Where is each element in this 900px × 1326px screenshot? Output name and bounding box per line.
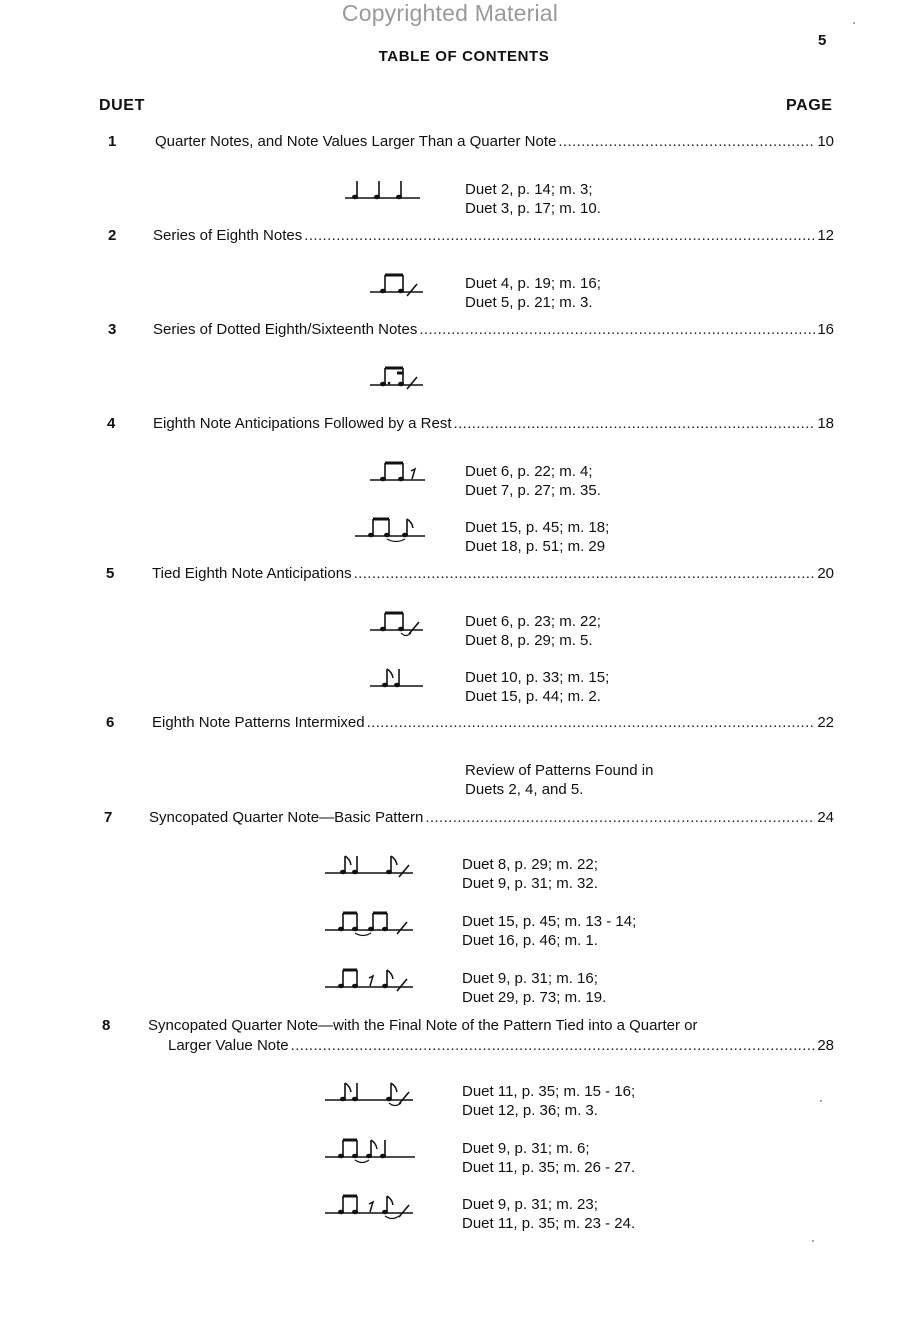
note-flag [387, 970, 393, 979]
duet-references [462, 912, 636, 950]
duet-reference: Duet 11, p. 35; m. 23 - 24. [462, 1215, 636, 1232]
rhythm-notation [305, 843, 435, 883]
note-head [338, 984, 344, 989]
note-head [382, 927, 388, 932]
toc-entry-title: Eighth Note Patterns Intermixed [152, 714, 365, 731]
note-head [402, 533, 408, 538]
duet-number: 1 [108, 133, 117, 150]
note-head [366, 1154, 372, 1159]
duet-reference: Duet 2, p. 14; m. 3; [465, 181, 593, 198]
column-header-page: PAGE [786, 97, 833, 114]
note-head [396, 195, 402, 200]
toc-entry-line [152, 714, 834, 731]
duet-references [465, 274, 601, 312]
duet-reference: Duet 9, p. 31; m. 32. [462, 875, 598, 892]
toc-entry-line [153, 227, 834, 244]
rhythm-notation [315, 168, 445, 208]
toc-entry-title: Series of Eighth Notes [153, 227, 303, 244]
duet-number: 3 [108, 321, 117, 338]
duet-references [465, 518, 609, 556]
rest-slash [407, 377, 417, 389]
note-tie [385, 1216, 399, 1219]
page-number: 5 [818, 32, 827, 49]
note-head [338, 1210, 344, 1215]
toc-page-number: 10 [817, 133, 834, 150]
note-head [352, 1210, 358, 1215]
rhythm-notation [305, 900, 435, 940]
rhythm-notation [315, 656, 445, 696]
duet-references [465, 668, 609, 706]
duet-reference: Duets 2, 4, and 5. [465, 781, 584, 798]
note-dot [388, 382, 391, 385]
rhythm-pattern-quarters-whole [315, 168, 445, 213]
duet-reference: Duet 9, p. 31; m. 23; [462, 1196, 598, 1213]
duet-reference: Duet 5, p. 21; m. 3. [465, 294, 593, 311]
duet-references [465, 612, 601, 650]
duet-references [462, 1082, 635, 1120]
rhythm-notation [315, 600, 445, 640]
note-head [380, 1154, 386, 1159]
scan-speck [820, 1100, 822, 1102]
duet-references [462, 969, 606, 1007]
rhythm-notation [315, 506, 445, 546]
duet-reference: Duet 10, p. 33; m. 15; [465, 669, 610, 686]
dot-leader [419, 321, 815, 338]
duet-references [462, 1139, 635, 1177]
note-flag [407, 519, 413, 528]
toc-entry-line [153, 321, 834, 338]
duet-number: 7 [104, 809, 113, 826]
note-head [380, 627, 386, 632]
duet-references [465, 180, 601, 218]
note-head [374, 195, 380, 200]
note-head [398, 289, 404, 294]
note-head [352, 1154, 358, 1159]
note-head [352, 1097, 358, 1102]
eighth-rest [411, 469, 415, 479]
rhythm-pattern-synco-rest [305, 957, 435, 1002]
duet-reference: Duet 15, p. 45; m. 18; [465, 519, 610, 536]
note-head [340, 870, 346, 875]
dot-leader [558, 133, 815, 150]
toc-entry-title: Quarter Notes, and Note Values Larger Than a Quarter Note [155, 133, 557, 150]
rhythm-notation [305, 1070, 435, 1110]
rest-slash [399, 865, 409, 877]
duet-number: 8 [102, 1017, 111, 1034]
duet-reference: Duet 16, p. 46; m. 1. [462, 932, 598, 949]
note-head [384, 533, 390, 538]
note-head [368, 927, 374, 932]
note-head [382, 984, 388, 989]
rhythm-notation [305, 1183, 435, 1223]
rhythm-notation [305, 1127, 435, 1167]
note-head [382, 683, 388, 688]
rhythm-pattern-eighth-quarter [315, 656, 445, 701]
rhythm-pattern-eighths-rest [315, 262, 445, 307]
rhythm-notation [305, 957, 435, 997]
duet-reference: Duet 8, p. 29; m. 5. [465, 632, 593, 649]
note-head [368, 533, 374, 538]
note-head [398, 477, 404, 482]
toc-page-number: 22 [817, 714, 834, 731]
duet-number: 6 [106, 714, 115, 731]
toc-page-number: 28 [817, 1037, 834, 1054]
toc-page-number: 20 [817, 565, 834, 582]
toc-entry-title: Eighth Note Anticipations Followed by a Rest [153, 415, 452, 432]
duet-number: 4 [107, 415, 116, 432]
duet-reference: Duet 9, p. 31; m. 16; [462, 970, 598, 987]
page-title: TABLE OF CONTENTS [378, 48, 550, 65]
duet-reference: Review of Patterns Found in [465, 762, 654, 779]
toc-entry-title: Syncopated Quarter Note—Basic Pattern [149, 809, 424, 826]
rhythm-pattern-eighths-tie-rest [315, 600, 445, 645]
note-head [352, 870, 358, 875]
dot-leader [454, 415, 816, 432]
toc-page-number: 12 [817, 227, 834, 244]
toc-entry-line [153, 415, 834, 432]
note-head [380, 477, 386, 482]
note-head [380, 382, 386, 387]
toc-entry-title: Series of Dotted Eighth/Sixteenth Notes [153, 321, 418, 338]
rest-slash [399, 1205, 409, 1217]
duet-reference: Duet 6, p. 22; m. 4; [465, 463, 593, 480]
duet-references [465, 761, 653, 799]
duet-reference: Duet 8, p. 29; m. 22; [462, 856, 598, 873]
duet-references [462, 1195, 635, 1233]
note-tie [355, 933, 371, 936]
toc-page-number: 24 [817, 809, 834, 826]
rest-slash [409, 622, 419, 634]
rhythm-pattern-synco-tied [305, 1070, 435, 1115]
note-flag [371, 1140, 377, 1149]
note-tie [387, 539, 405, 542]
rhythm-notation [315, 355, 445, 395]
duet-reference: Duet 7, p. 27; m. 35. [465, 482, 601, 499]
note-head [340, 1097, 346, 1102]
note-flag [345, 856, 351, 865]
rhythm-pattern-synco-beamed-quarters [305, 1127, 435, 1172]
note-head [338, 1154, 344, 1159]
rest-slash [397, 979, 407, 991]
toc-page-number: 16 [817, 321, 834, 338]
toc-page-number: 18 [817, 415, 834, 432]
duet-reference: Duet 4, p. 19; m. 16; [465, 275, 601, 292]
toc-entry-line [152, 565, 834, 582]
note-flag [391, 856, 397, 865]
eighth-rest [369, 976, 373, 986]
eighth-rest [369, 1202, 373, 1212]
note-head [352, 927, 358, 932]
duet-reference: Duet 15, p. 44; m. 2. [465, 688, 601, 705]
rest-slash [397, 922, 407, 934]
toc-entry-title: Syncopated Quarter Note—with the Final Note of the Pattern Tied into a Quarter or [148, 1017, 698, 1034]
dot-leader [425, 809, 815, 826]
note-head [386, 870, 392, 875]
note-head [352, 195, 358, 200]
toc-entry-title-continued: Larger Value Note [168, 1037, 289, 1054]
dot-leader [367, 714, 816, 731]
note-head [380, 289, 386, 294]
toc-entry-line [155, 133, 834, 150]
duet-reference: Duet 9, p. 31; m. 6; [462, 1140, 590, 1157]
rhythm-notation [315, 450, 445, 490]
note-flag [387, 1196, 393, 1205]
note-head [386, 1097, 392, 1102]
note-flag [387, 669, 393, 678]
scan-speck [812, 1240, 814, 1242]
column-header-duet: DUET [99, 97, 145, 114]
duet-references [462, 855, 598, 893]
rhythm-pattern-eighths-eighth-rest [315, 450, 445, 495]
dot-leader [304, 227, 815, 244]
note-head [398, 627, 404, 632]
rest-slash [399, 1092, 409, 1104]
dot-leader [291, 1037, 816, 1054]
duet-reference: Duet 12, p. 36; m. 3. [462, 1102, 598, 1119]
note-head [338, 927, 344, 932]
duet-reference: Duet 18, p. 51; m. 29 [465, 538, 606, 555]
duet-reference: Duet 15, p. 45; m. 13 - 14; [462, 913, 637, 930]
duet-references [465, 462, 601, 500]
toc-entry-line [149, 809, 834, 826]
toc-entry-line [168, 1037, 834, 1054]
note-flag [391, 1083, 397, 1092]
rhythm-pattern-eighths-tie-eighth [315, 506, 445, 551]
dot-leader [354, 565, 816, 582]
rhythm-pattern-synco-rest-tied [305, 1183, 435, 1228]
duet-reference: Duet 11, p. 35; m. 15 - 16; [462, 1083, 636, 1100]
rhythm-notation [315, 262, 445, 302]
note-head [394, 683, 400, 688]
rhythm-pattern-synco-beamed [305, 900, 435, 945]
note-head [352, 984, 358, 989]
duet-reference: Duet 6, p. 23; m. 22; [465, 613, 601, 630]
duet-reference: Duet 29, p. 73; m. 19. [462, 989, 607, 1006]
note-head [382, 1210, 388, 1215]
note-tie [355, 1160, 369, 1163]
copyright-watermark: Copyrighted Material [341, 0, 559, 26]
duet-reference: Duet 3, p. 17; m. 10. [465, 200, 601, 217]
toc-entry-title: Tied Eighth Note Anticipations [152, 565, 352, 582]
duet-number: 5 [106, 565, 115, 582]
rhythm-pattern-synco-basic [305, 843, 435, 888]
note-flag [345, 1083, 351, 1092]
note-head [398, 382, 404, 387]
whole-note [411, 194, 419, 199]
rhythm-pattern-dotted-eighth-sixteenth [315, 355, 445, 400]
rest-slash [407, 284, 417, 296]
duet-number: 2 [108, 227, 117, 244]
duet-reference: Duet 11, p. 35; m. 26 - 27. [462, 1159, 636, 1176]
scan-speck [853, 22, 855, 24]
